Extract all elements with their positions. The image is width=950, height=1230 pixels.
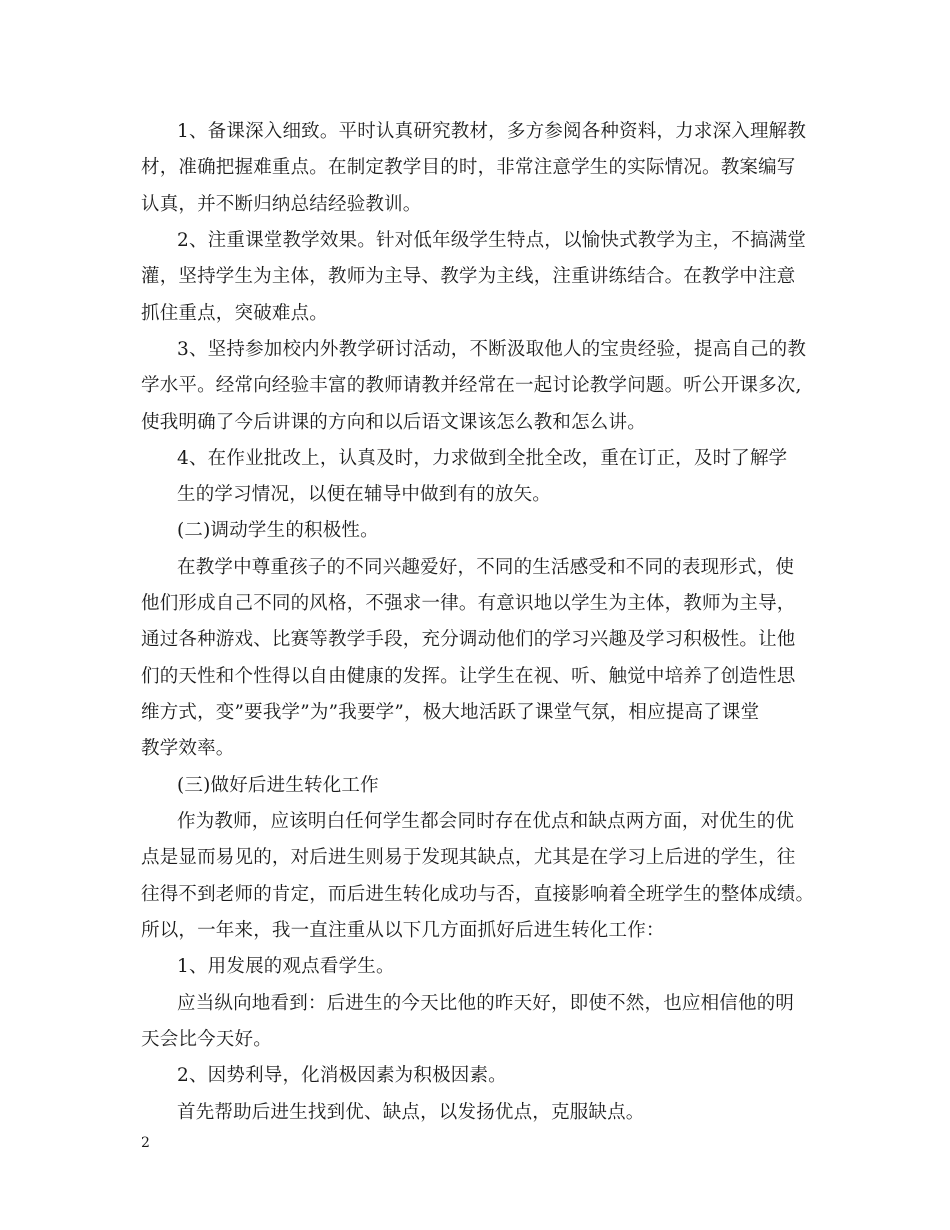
- text-line: 认真，并不断归纳总结经验教训。: [141, 194, 422, 215]
- text-line: 材，准确把握难重点。在制定教学目的时，非常注意学生的实际情况。教案编写: [141, 157, 796, 178]
- text-line: 4、在作业批改上，认真及时，力求做到全批全改，重在订正，及时了解学: [177, 448, 788, 469]
- text-line: 灌，坚持学生为主体，教师为主导、教学为主线，注重讲练结合。在教学中注意: [141, 266, 796, 287]
- text-line: 1、备课深入细致。平时认真研究教材，多方参阅各种资料，力求深入理解教: [177, 121, 807, 142]
- text-line: 维方式，变”要我学”为”我要学”，极大地活跃了课堂气氛，相应提高了课堂: [141, 702, 760, 723]
- text-line: 学水平。经常向经验丰富的教师请教并经常在一起讨论教学问题。听公开课多次,: [141, 375, 802, 396]
- text-line: 往得不到老师的肯定，而后进生转化成功与否，直接影响着全班学生的整体成绩。: [141, 884, 815, 905]
- text-line: 天会比今天好。: [141, 1029, 272, 1050]
- text-line: 使我明确了今后讲课的方向和以后语文课该怎么教和怎么讲。: [141, 412, 646, 433]
- text-line: 3、坚持参加校内外教学研讨活动，不断汲取他人的宝贵经验，提高自己的教: [177, 339, 807, 360]
- text-line: 首先帮助后进生找到优、缺点，以发扬优点，克服缺点。: [177, 1102, 645, 1123]
- page-number: 2: [141, 1135, 150, 1151]
- text-line: 抓住重点，突破难点。: [141, 303, 329, 324]
- text-line: 他们形成自己不同的风格，不强求一律。有意识地以学生为主体，教师为主导，: [141, 593, 796, 614]
- text-line: 2、因势利导，化消极因素为积极因素。: [177, 1065, 507, 1086]
- text-line: 所以，一年来，我一直注重从以下几方面抓好后进生转化工作：: [141, 920, 665, 941]
- text-line: 们的天性和个性得以自由健康的发挥。让学生在视、听、触觉中培养了创造性思: [141, 666, 796, 687]
- text-line: 在教学中尊重孩子的不同兴趣爱好，不同的生活感受和不同的表现形式，使: [177, 557, 795, 578]
- text-line: 2、注重课堂教学效果。针对低年级学生特点，以愉快式教学为主，不搞满堂: [177, 230, 807, 251]
- text-line: 应当纵向地看到：后进生的今天比他的昨天好，即使不然，也应相信他的明: [177, 993, 795, 1014]
- text-line: 教学效率。: [141, 738, 235, 759]
- text-line: 生的学习情况，以便在辅导中做到有的放矢。: [177, 484, 552, 505]
- text-line: 点是显而易见的，对后进生则易于发现其缺点，尤其是在学习上后进的学生，往: [141, 847, 796, 868]
- text-line: 1、用发展的观点看学生。: [177, 956, 395, 977]
- text-line: 作为教师，应该明白任何学生都会同时存在优点和缺点两方面，对优生的优: [177, 811, 795, 832]
- section-heading: (二)调动学生的积极性。: [177, 520, 379, 541]
- section-heading: (三)做好后进生转化工作: [177, 775, 379, 796]
- text-line: 通过各种游戏、比赛等教学手段，充分调动他们的学习兴趣及学习积极性。让他: [141, 629, 796, 650]
